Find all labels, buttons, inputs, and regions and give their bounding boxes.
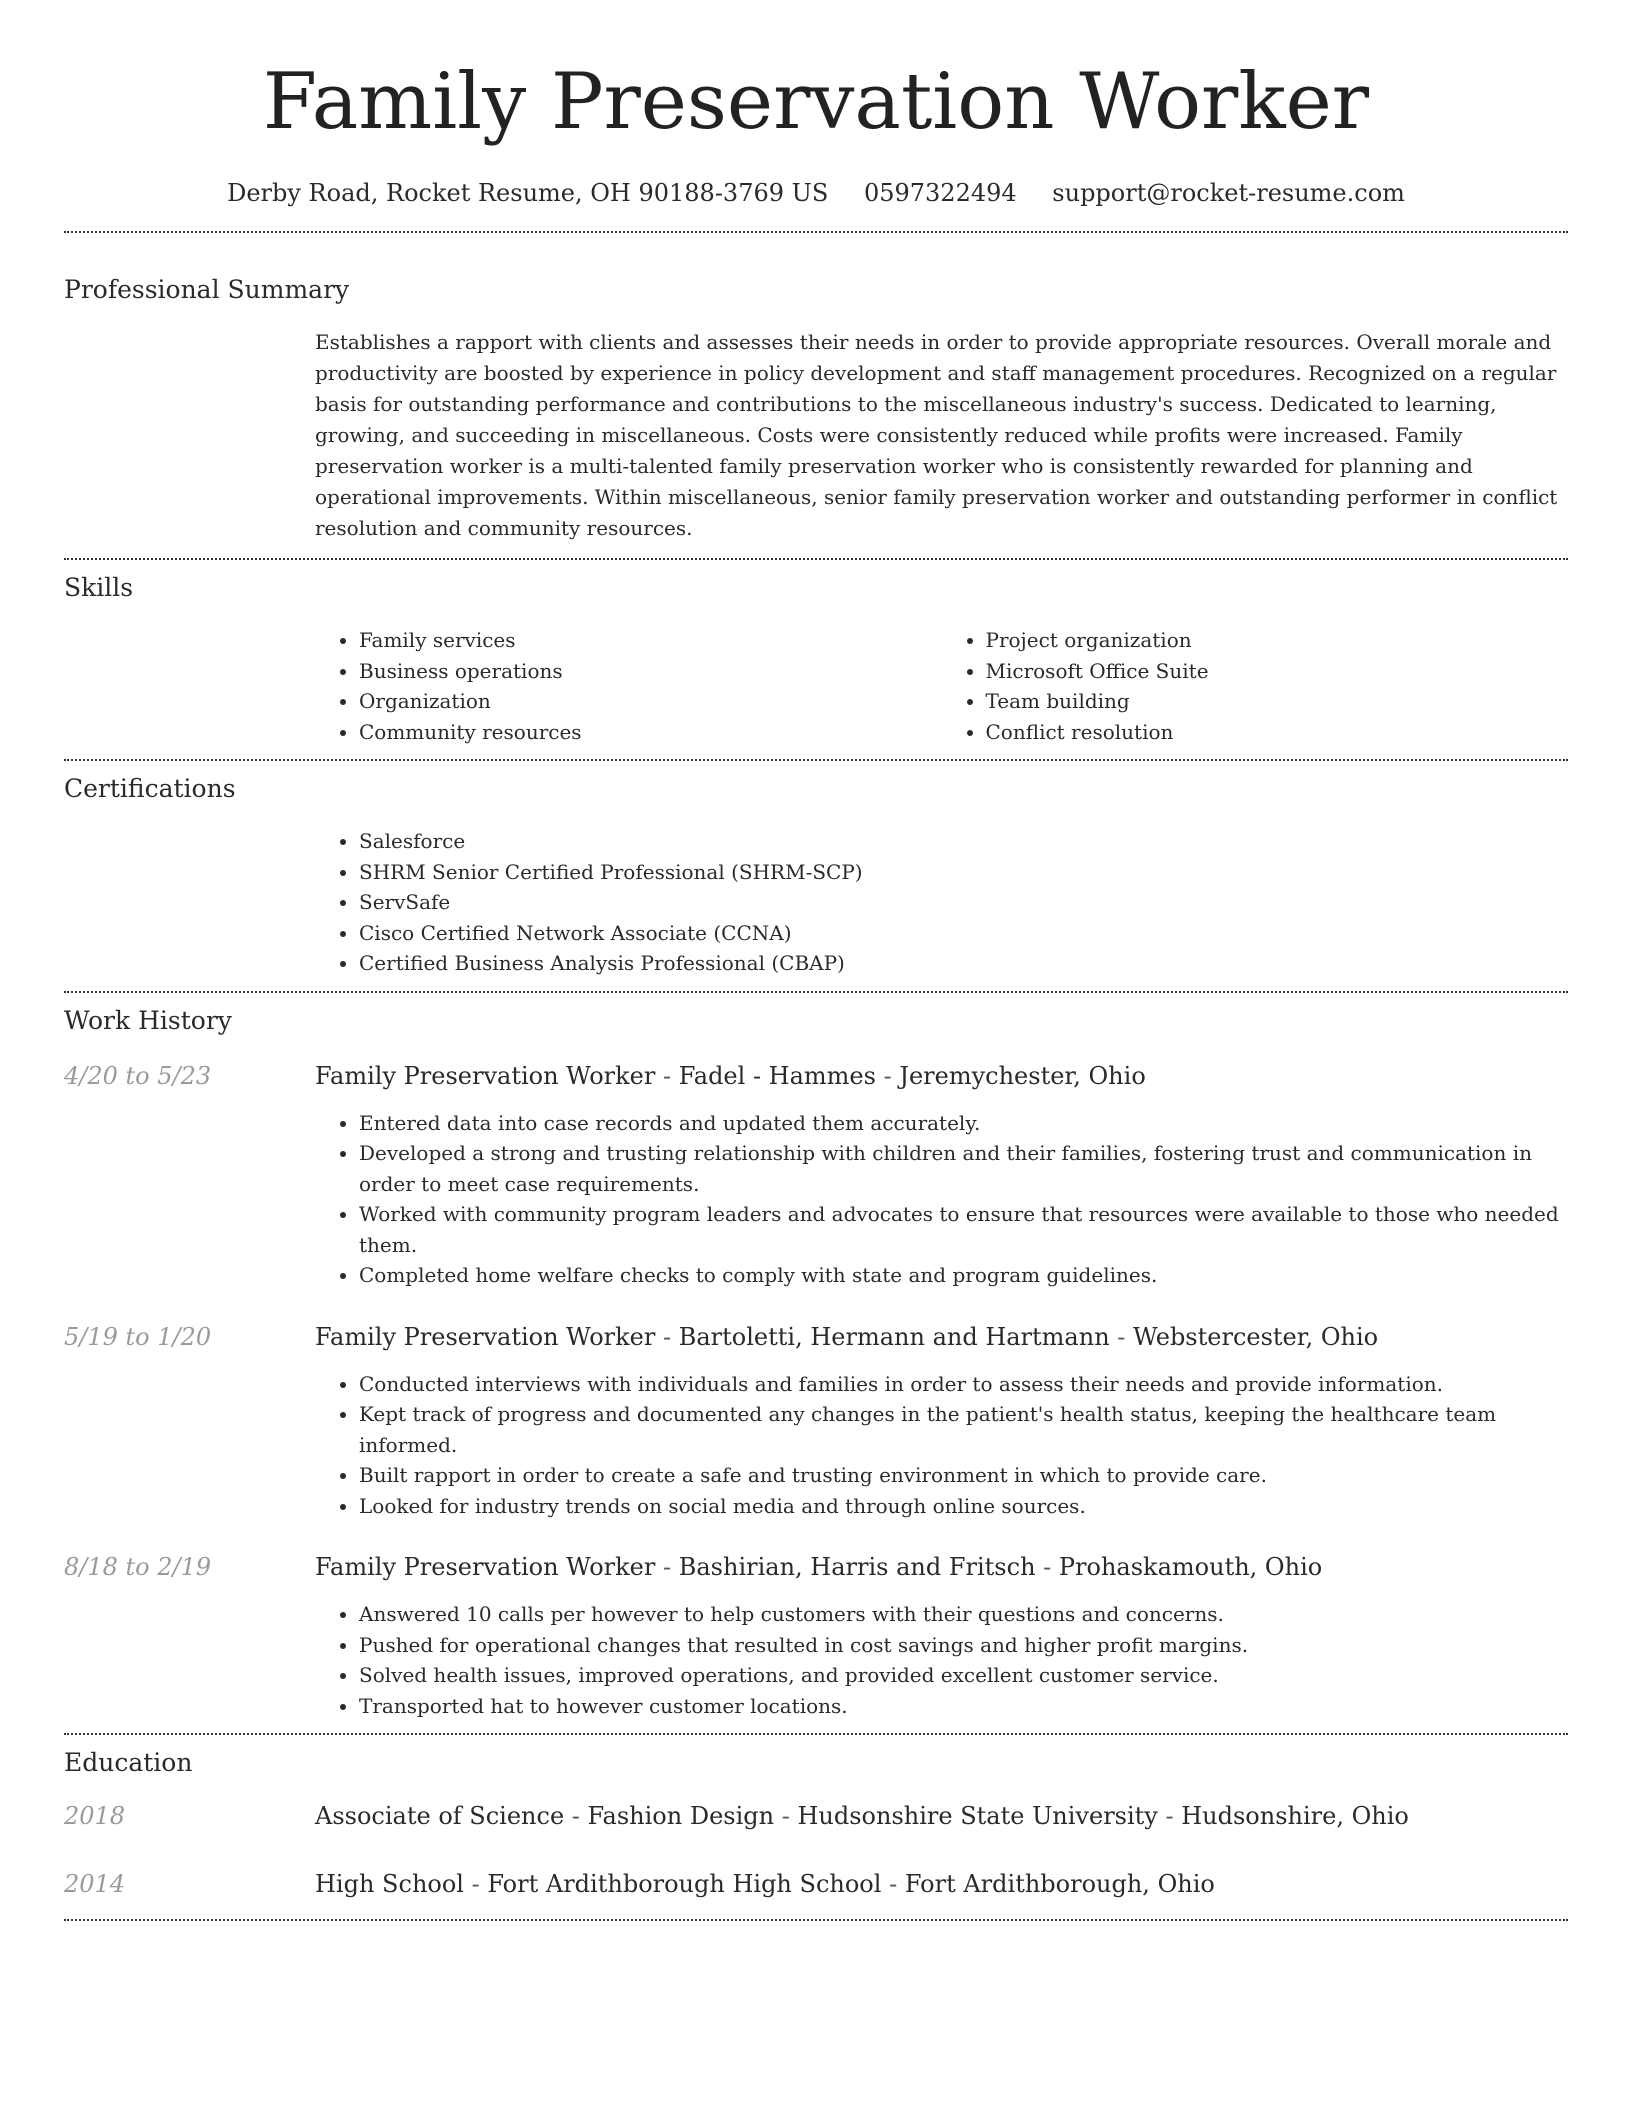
job-bullet: • Solved health issues, improved operations, and provided excellent customer service. bbox=[359, 1660, 1568, 1691]
job-location: Jeremychester, Ohio bbox=[899, 1061, 1146, 1090]
section-title-skills: Skills bbox=[64, 573, 134, 602]
job-title-line: Family Preservation Worker - Fadel - Hammes - Jeremychester, Ohio bbox=[315, 1061, 1146, 1090]
job-bullets-wrap bbox=[315, 1599, 1568, 1721]
job-entry bbox=[64, 1060, 1568, 1291]
summary-section bbox=[64, 273, 1568, 544]
summary-text: Establishes a rapport with clients and assesses their needs in order to provide appropriate resources. Overall morale and productivity are boosted by experience in policy development and staff management procedures. Recognized on a regular basis for outstanding performance and contributions to the miscellaneous industry's success. Dedicated to learning, growing, and succeeding in miscellaneous. Costs were consistently reduced while profits were increased. Family preservation worker is a multi-talented family preservation worker who is consistently rewarded for planning and operational improvements. Within miscellaneous, senior family preservation worker and outstanding performer in conflict resolution and community resources. bbox=[315, 330, 1558, 540]
skill-item: • Team building bbox=[986, 686, 1569, 717]
job-header bbox=[64, 1060, 1568, 1092]
education-line: Associate of Science - Fashion Design - Hudsonshire State University - Hudsonshire, Ohio bbox=[315, 1802, 1409, 1830]
skill-item: • Organization bbox=[359, 686, 942, 717]
job-entry bbox=[64, 1321, 1568, 1522]
education-field: Fashion Design bbox=[587, 1802, 775, 1830]
job-bullet: • Answered 10 calls per however to help customers with their questions and concerns. bbox=[359, 1599, 1568, 1630]
education-year: 2018 bbox=[64, 1802, 126, 1830]
job-company: Bartoletti, Hermann and Hartmann bbox=[678, 1322, 1110, 1351]
job-bullets-wrap bbox=[315, 1108, 1568, 1291]
contact-phone: 0597322494 bbox=[863, 179, 1017, 207]
education-section bbox=[64, 1746, 1568, 1900]
skill-item: • Microsoft Office Suite bbox=[986, 656, 1569, 687]
job-title-line: Family Preservation Worker - Bartoletti, Hermann and Hartmann - Webstercester, Ohio bbox=[315, 1322, 1379, 1351]
certification-item: • Cisco Certified Network Associate (CCNA) bbox=[359, 918, 1568, 949]
section-divider bbox=[64, 1733, 1568, 1735]
skill-item: • Project organization bbox=[986, 625, 1569, 656]
job-dates: 5/19 to 1/20 bbox=[64, 1322, 212, 1351]
job-bullet: • Built rapport in order to create a safe and trusting environment in which to provide care. bbox=[359, 1460, 1568, 1491]
education-location: Fort Ardithborough, Ohio bbox=[904, 1870, 1215, 1898]
certification-item: • ServSafe bbox=[359, 887, 1568, 918]
job-bullet: • Entered data into case records and updated them accurately. bbox=[359, 1108, 1568, 1139]
job-header bbox=[64, 1321, 1568, 1353]
skills-list-right bbox=[942, 625, 1569, 747]
job-company: Fadel - Hammes bbox=[678, 1061, 876, 1090]
job-bullet: • Looked for industry trends on social media and through online sources. bbox=[359, 1491, 1568, 1522]
job-bullet: • Transported hat to however customer locations. bbox=[359, 1691, 1568, 1722]
education-school: Hudsonshire State University bbox=[797, 1802, 1158, 1830]
skills-columns bbox=[315, 625, 1568, 747]
contact-email: support@rocket-resume.com bbox=[1052, 179, 1405, 207]
job-company: Bashirian, Harris and Fritsch bbox=[678, 1553, 1036, 1581]
section-title-education: Education bbox=[64, 1748, 193, 1777]
job-role: Family Preservation Worker bbox=[315, 1322, 656, 1351]
skill-item: • Business operations bbox=[359, 656, 942, 687]
certifications-section bbox=[64, 772, 1568, 979]
resume-page bbox=[64, 0, 1568, 1921]
contact-line bbox=[64, 178, 1568, 208]
job-bullets-wrap bbox=[315, 1369, 1568, 1522]
certifications-list bbox=[315, 826, 1568, 979]
education-entry bbox=[64, 1800, 1568, 1832]
section-divider bbox=[64, 558, 1568, 560]
job-entry bbox=[64, 1551, 1568, 1721]
job-bullets bbox=[315, 1599, 1568, 1721]
job-bullets bbox=[315, 1108, 1568, 1291]
job-location: Prohaskamouth, Ohio bbox=[1058, 1553, 1323, 1581]
education-year: 2014 bbox=[64, 1870, 126, 1898]
section-divider bbox=[64, 231, 1568, 233]
certification-item: • SHRM Senior Certified Professional (SHRM-SCP) bbox=[359, 857, 1568, 888]
candidate-name: Family Preservation Worker bbox=[262, 57, 1370, 147]
section-title-certifications: Certifications bbox=[64, 774, 236, 803]
education-degree: High School bbox=[315, 1870, 464, 1898]
job-location: Webstercester, Ohio bbox=[1133, 1322, 1379, 1351]
education-location: Hudsonshire, Ohio bbox=[1181, 1802, 1409, 1830]
skill-item: • Family services bbox=[359, 625, 942, 656]
job-bullet: • Completed home welfare checks to comply with state and program guidelines. bbox=[359, 1260, 1568, 1291]
resume-header bbox=[64, 52, 1568, 208]
job-bullet: • Kept track of progress and documented any changes in the patient's health status, keeping the healthcare team informed. bbox=[359, 1399, 1568, 1460]
certifications-body bbox=[315, 826, 1568, 979]
job-role: Family Preservation Worker bbox=[315, 1061, 656, 1090]
job-title-line: Family Preservation Worker - Bashirian, Harris and Fritsch - Prohaskamouth, Ohio bbox=[315, 1553, 1323, 1581]
section-title-summary: Professional Summary bbox=[64, 275, 350, 304]
section-divider bbox=[64, 1919, 1568, 1921]
work-history-section bbox=[64, 1004, 1568, 1722]
job-bullet: • Worked with community program leaders and advocates to ensure that resources were available to those who needed them. bbox=[359, 1199, 1568, 1260]
skills-list-left bbox=[315, 625, 942, 747]
education-entry bbox=[64, 1868, 1568, 1900]
job-bullet: • Pushed for operational changes that resulted in cost savings and higher profit margins. bbox=[359, 1630, 1568, 1661]
section-divider bbox=[64, 759, 1568, 761]
job-bullet: • Conducted interviews with individuals and families in order to assess their needs and provide information. bbox=[359, 1369, 1568, 1400]
contact-address: Derby Road, Rocket Resume, OH 90188-3769 US bbox=[227, 179, 829, 207]
section-divider bbox=[64, 991, 1568, 993]
section-title-work: Work History bbox=[64, 1005, 232, 1035]
job-bullet: • Developed a strong and trusting relationship with children and their families, fostering trust and communication in order to meet case requirements. bbox=[359, 1138, 1568, 1199]
skill-item: • Conflict resolution bbox=[986, 717, 1569, 748]
job-dates: 8/18 to 2/19 bbox=[64, 1553, 212, 1581]
job-header bbox=[64, 1551, 1568, 1583]
job-bullets bbox=[315, 1369, 1568, 1522]
skills-section bbox=[64, 571, 1568, 747]
certification-item: • Certified Business Analysis Professional (CBAP) bbox=[359, 948, 1568, 979]
education-degree: Associate of Science bbox=[315, 1802, 565, 1830]
job-dates: 4/20 to 5/23 bbox=[64, 1061, 212, 1090]
job-role: Family Preservation Worker bbox=[315, 1553, 656, 1581]
education-line: High School - Fort Ardithborough High School - Fort Ardithborough, Ohio bbox=[315, 1870, 1215, 1898]
skill-item: • Community resources bbox=[359, 717, 942, 748]
certification-item: • Salesforce bbox=[359, 826, 1568, 857]
education-school: Fort Ardithborough High School bbox=[487, 1870, 882, 1898]
